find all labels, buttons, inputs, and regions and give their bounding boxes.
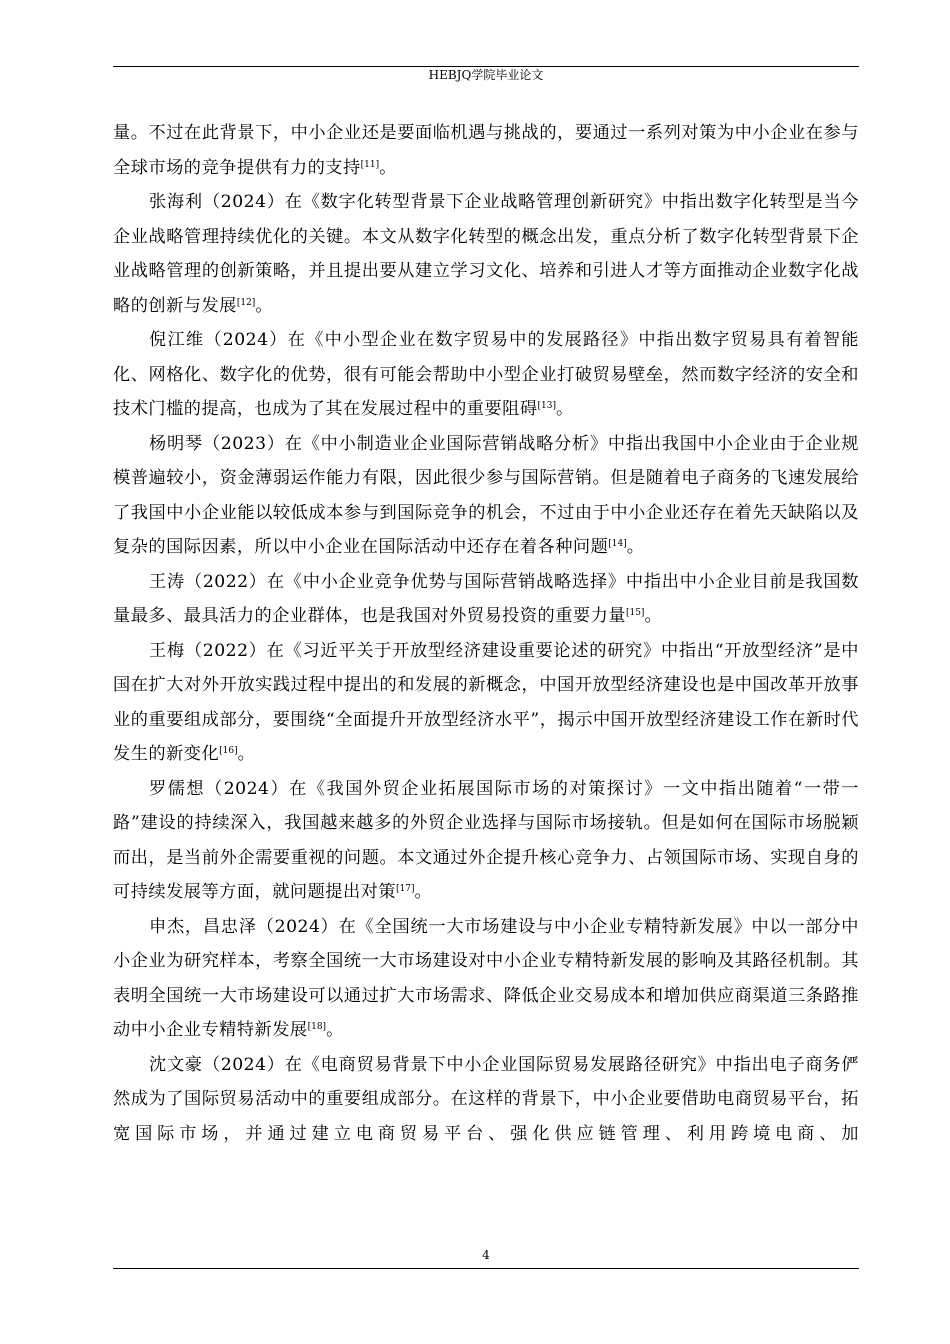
citation-mark: [16]	[219, 746, 238, 756]
paragraph-text: 杨明琴（2023）在《中小制造业企业国际营销战略分析》中指出我国中小企业由于企业规模普遍较小，资金薄弱运作能力有限，因此很少参与国际营销。但是随着电子商务的飞速发展给了我国中小企业能以较低成本参与到国际竞争的机会，不过由于中小企业还存在着先天缺陷以及复杂的国际因素，所以中小企业在国际活动中还存在着各种问题	[113, 433, 859, 557]
citation-mark: [14]	[608, 539, 627, 549]
paragraph-tail: 。	[237, 744, 256, 764]
paragraph	[113, 427, 859, 565]
paragraph-text: 量。不过在此背景下，中小企业还是要面临机遇与挑战的，要通过一系列对策为中小企业在参与全球市场的竞争提供有力的支持	[113, 123, 859, 178]
paragraph-continuation	[113, 116, 859, 185]
paragraph-text: 罗儒想（2024）在《我国外贸企业拓展国际市场的对策探讨》一文中指出随着“一带一路”建设的持续深入，我国越来越多的外贸企业选择与国际市场接轨。但是如何在国际市场脱颖而出，是当前外企需要重视的问题。本文通过外企提升核心竞争力、占领国际市场、实现自身的可持续发展等方面，就问题提出对策	[113, 778, 859, 902]
paragraph-tail: 。	[326, 1020, 344, 1040]
citation-mark: [12]	[236, 297, 256, 308]
citation-mark: [13]	[537, 401, 556, 411]
paragraph	[113, 634, 859, 772]
paragraph-tail: 。	[556, 399, 574, 419]
paragraph-text: 沈文豪（2024）在《电商贸易背景下中小企业国际贸易发展路径研究》中指出电子商务俨然成为了国际贸易活动中的重要组成部分。在这样的背景下，中小企业要借助电商贸易平台，拓宽国际市场，并通过建立电商贸易平台、强化供应链管理、利用跨境电商、加	[113, 1054, 859, 1144]
paragraph-tail: 。	[414, 882, 433, 902]
citation-mark: [17]	[396, 884, 415, 894]
paragraph-text: 申杰，昌忠泽（2024）在《全国统一大市场建设与中小企业专精特新发展》中以一部分中小企业为研究样本，考察全国统一大市场建设对中小企业专精特新发展的影响及其路径机制。其表明全国统一大市场建设可以通过扩大市场需求、降低企业交易成本和增加供应商渠道三条路推动中小企业专精特新发展	[113, 916, 859, 1040]
paragraph	[113, 1048, 859, 1152]
paragraph-tail: 。	[379, 157, 397, 178]
paragraph	[113, 910, 859, 1048]
paragraph	[113, 772, 859, 910]
paragraph	[113, 565, 859, 634]
running-header: HEBJQ学院毕业论文	[428, 68, 544, 82]
paragraph-text: 张海利（2024）在《数字化转型背景下企业战略管理创新研究》中指出数字化转型是当今企业战略管理持续优化的关键。本文从数字化转型的概念出发，重点分析了数字化转型背景下企业战略管理的创新策略，并且提出要从建立学习文化、培养和引进人才等方面推动企业数字化战略的创新与发展	[113, 192, 859, 316]
paragraph-text: 王梅（2022）在《习近平关于开放型经济建设重要论述的研究》中指出“开放型经济”是中国在扩大对外开放实践过程中提出的和发展的新概念，中国开放型经济建设也是中国改革开放事业的重要组成部分，要围绕“全面提升开放型经济水平”，揭示中国开放型经济建设工作在新时代发生的新变化	[113, 640, 859, 764]
paragraph	[113, 323, 859, 427]
body-text	[113, 116, 859, 1151]
paragraph-tail: 。	[626, 537, 645, 557]
footer-rule	[113, 1268, 859, 1269]
citation-mark: [15]	[625, 608, 645, 618]
paragraph-text: 王涛（2022）在《中小企业竞争优势与国际营销战略选择》中指出中小企业目前是我国数量最多、最具活力的企业群体，也是我国对外贸易投资的重要力量	[113, 571, 859, 626]
paragraph-tail: 。	[644, 606, 663, 626]
paragraph	[113, 185, 859, 323]
citation-mark: [11]	[360, 159, 380, 170]
page-number: 4	[482, 1248, 490, 1262]
paragraph-text: 倪江维（2024）在《中小型企业在数字贸易中的发展路径》中指出数字贸易具有着智能化、网格化、数字化的优势，很有可能会帮助中小型企业打破贸易壁垒，然而数字经济的安全和技术门槛的提高，也成为了其在发展过程中的重要阻碍	[113, 330, 859, 419]
paragraph-tail: 。	[255, 295, 274, 316]
citation-mark: [18]	[307, 1022, 327, 1032]
